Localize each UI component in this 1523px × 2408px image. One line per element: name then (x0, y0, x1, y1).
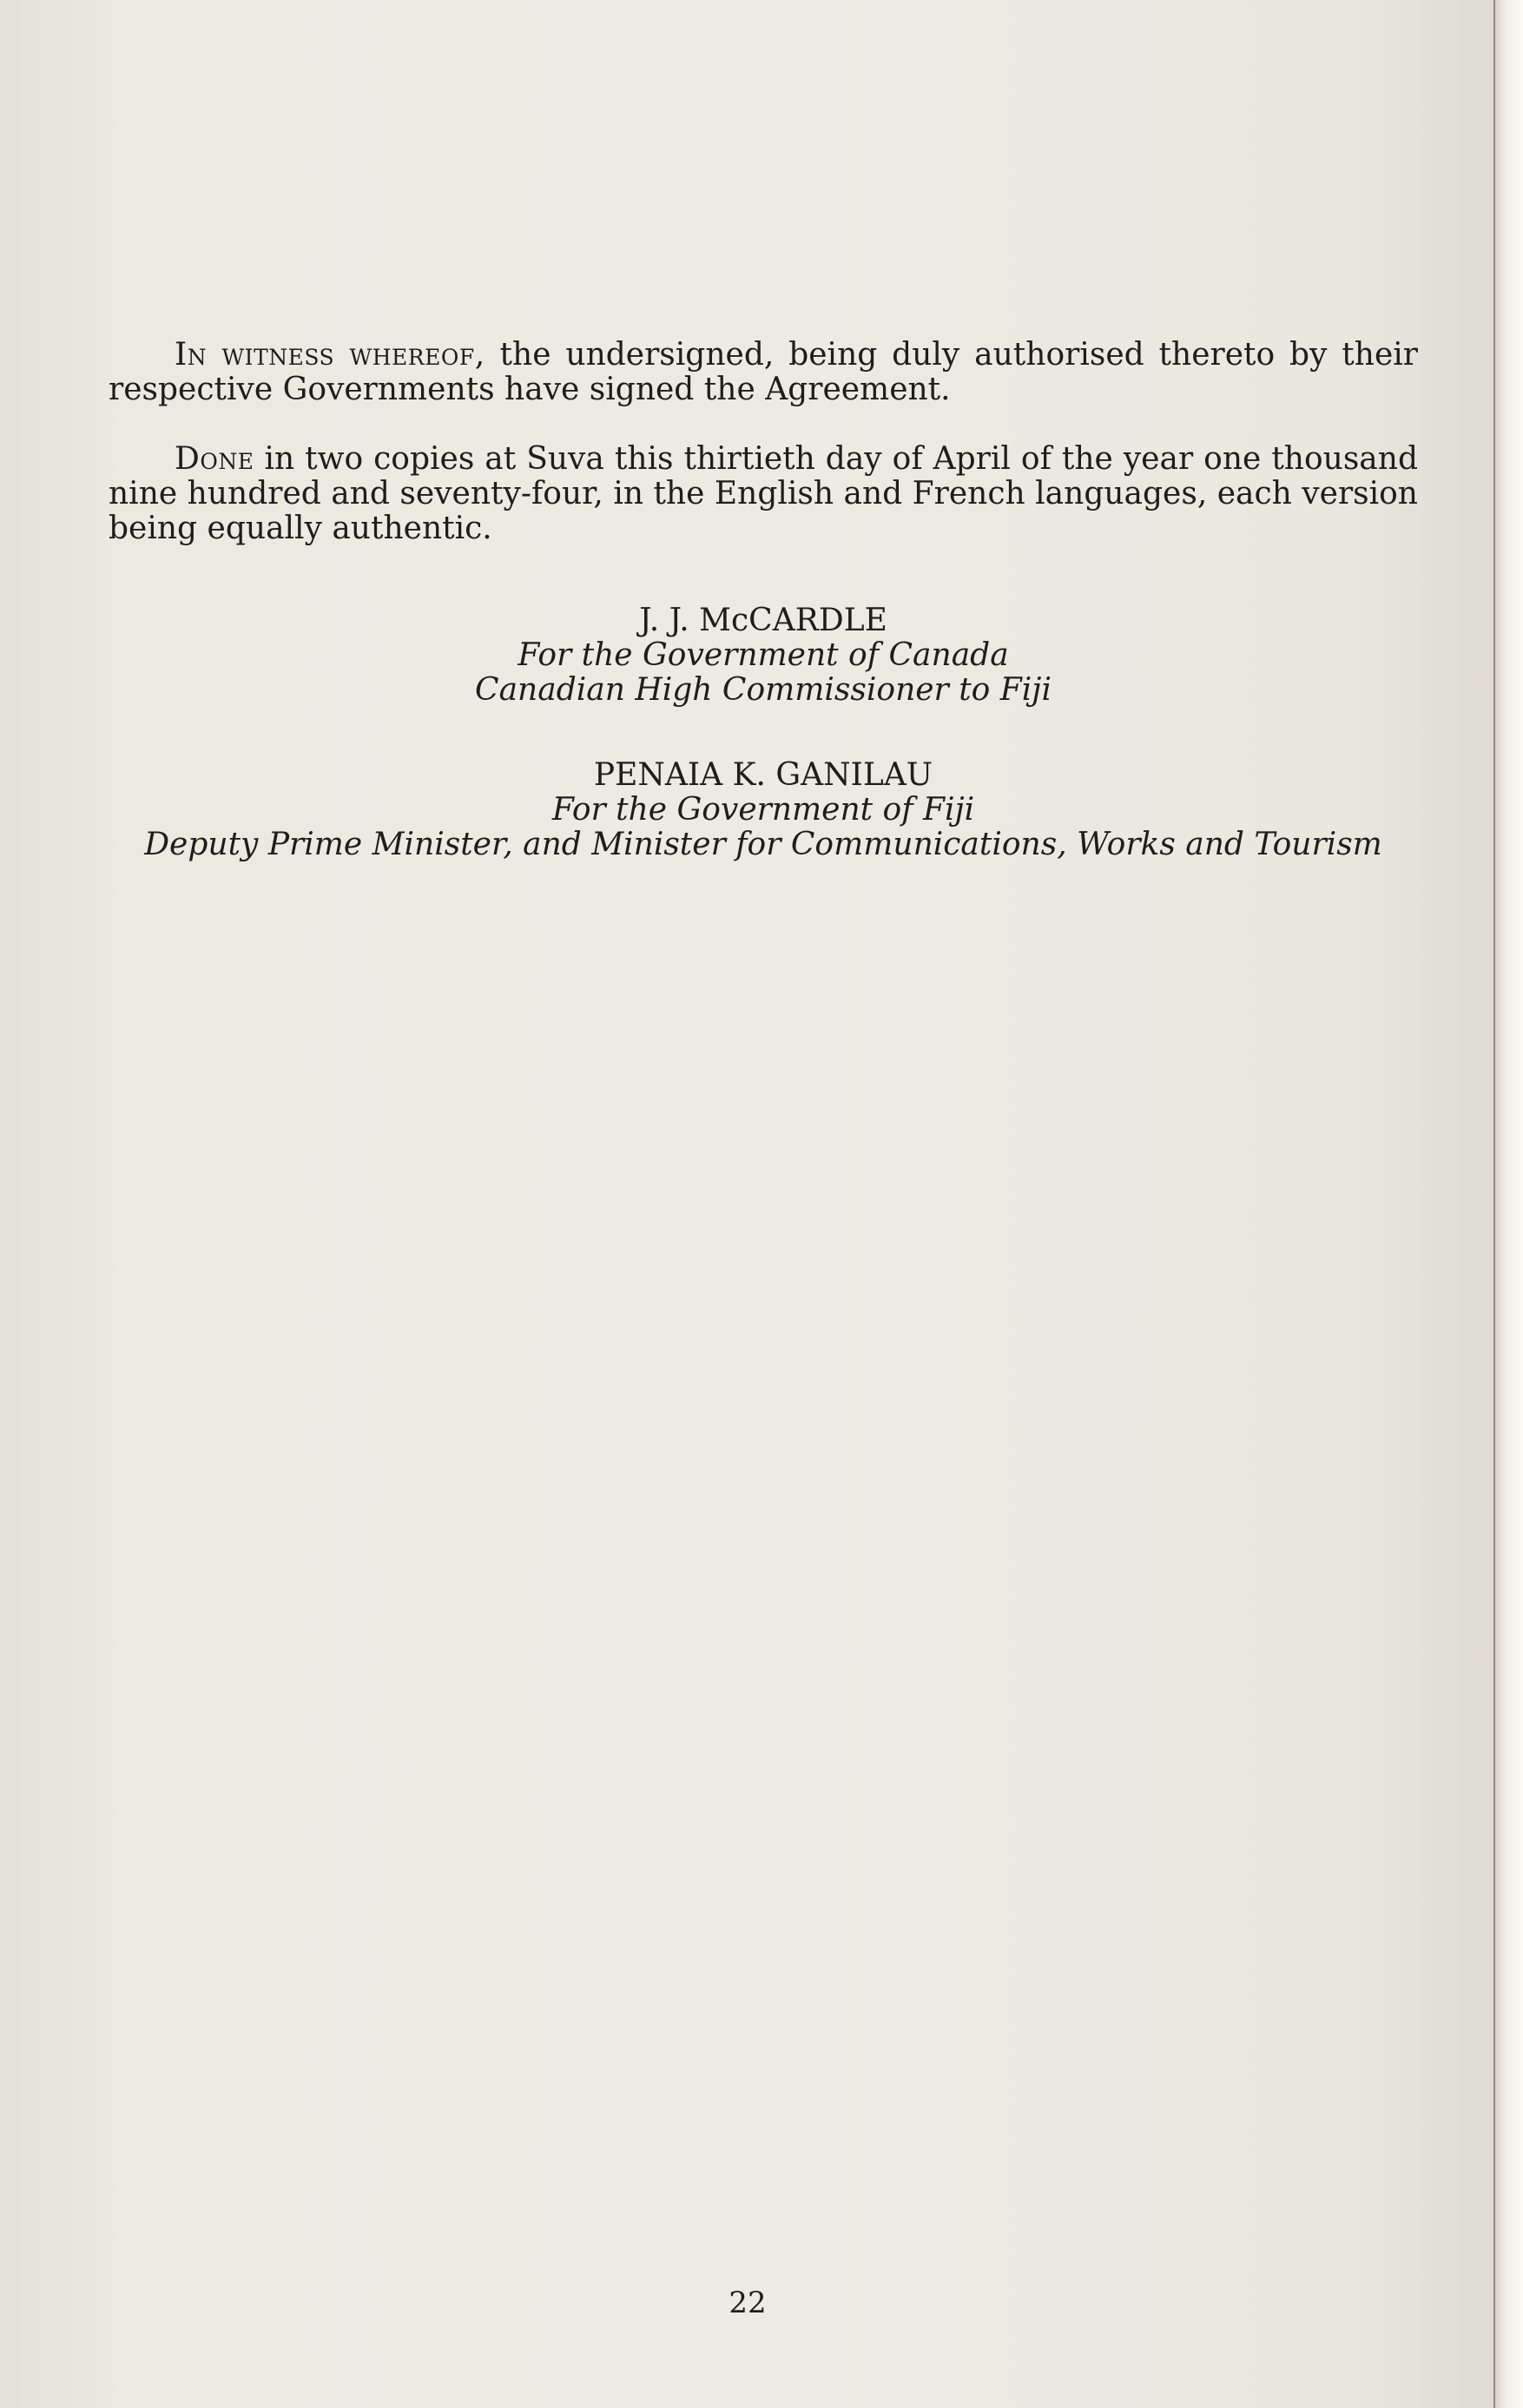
witness-paragraph (109, 338, 1418, 407)
document-body (109, 338, 1418, 862)
signature-block-fiji (109, 758, 1418, 862)
book-spine-edge (1493, 0, 1523, 2408)
witness-lead: In witness whereof, (175, 337, 485, 373)
signatory-government: For the Government of Fiji (551, 792, 975, 828)
signatory-name: PENAIA K. GANILAU (593, 757, 933, 793)
reverse-side-show-through (109, 156, 1428, 217)
done-lead: Done (175, 441, 254, 477)
signatory-government: For the Government of Canada (518, 637, 1009, 673)
signatory-title: Deputy Prime Minister, and Minister for Communications, Works and Tourism (144, 827, 1382, 862)
witness-text: the undersigned, being duly authorised thereto by their respective Governments have signed the Agreement. (109, 337, 1418, 407)
done-text: in two copies at Suva this thirtieth day of April of the year one thousand nine hundred and seventy-four, in the English and French languages, each version being equally authentic. (109, 441, 1418, 546)
done-paragraph (109, 442, 1418, 546)
signatory-name: J. J. McCARDLE (639, 603, 887, 638)
signatory-title: Canadian High Commissioner to Fiji (475, 672, 1052, 708)
page-number: 22 (729, 2286, 767, 2320)
signature-block-canada (109, 604, 1418, 708)
